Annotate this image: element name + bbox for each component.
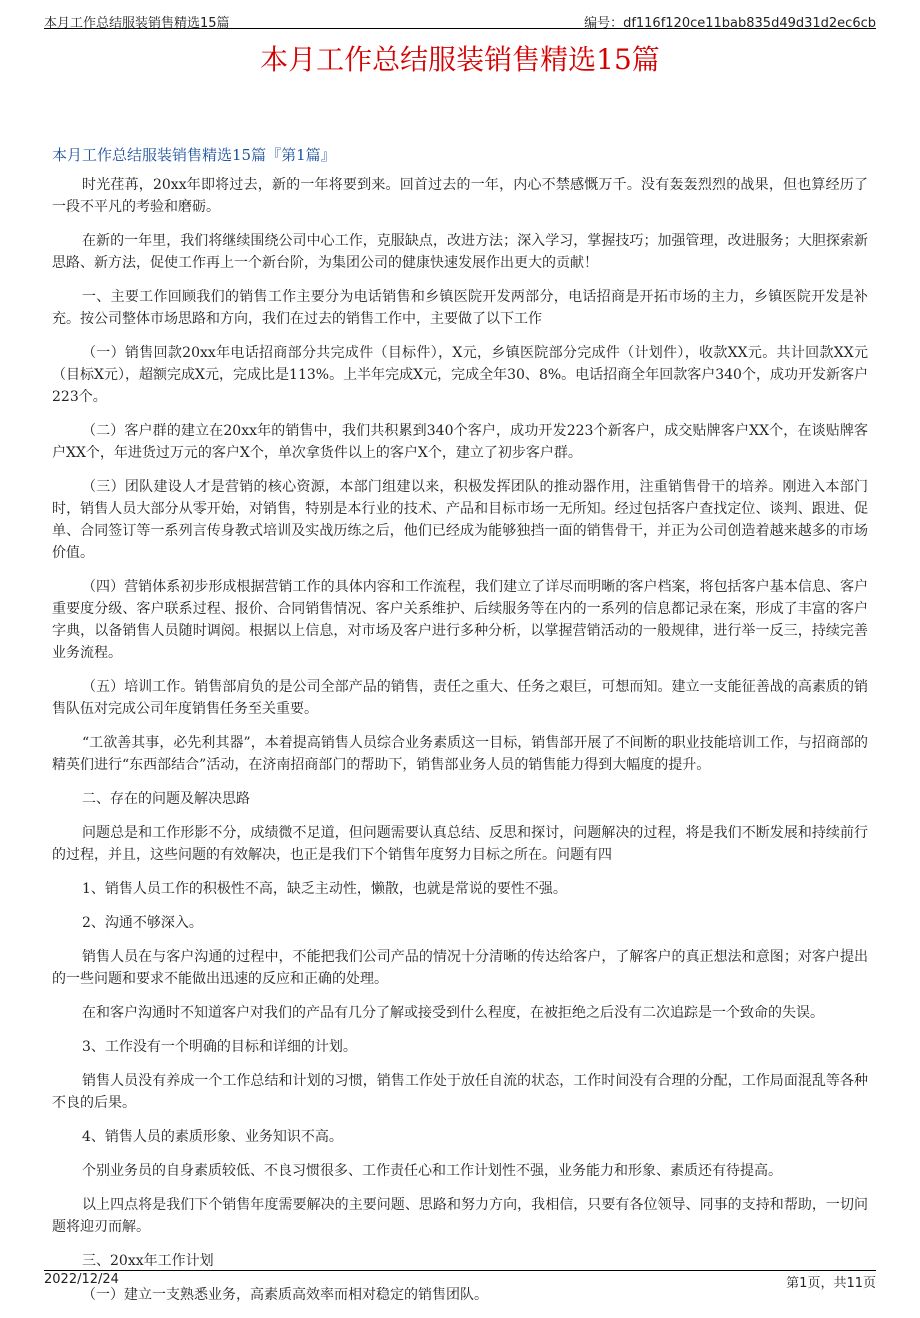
footer-page-number: 第1页，共11页 <box>786 1276 876 1291</box>
paragraph: 销售人员在与客户沟通的过程中，不能把我们公司产品的情况十分清晰的传达给客户，了解客户的真正想法和意图；对客户提出的一些问题和要求不能做出迅速的反应和正确的处理。 <box>52 949 868 987</box>
list-item: （一）建立一支熟悉业务，高素质高效率而相对稳定的销售团队。 <box>82 1287 488 1303</box>
page-footer <box>44 1270 876 1293</box>
page-header <box>44 0 876 29</box>
paragraph: （一）销售回款20xx年电话招商部分共完成件（目标件），X元，乡镇医院部分完成件（计划件），收款XX元。共计回款XX元（目标X元），超额完成X元，完成比是113%。上半年完成X元，完成全年30、8%。电话招商全年回款客户340个，成功开发新客户223个。 <box>52 345 868 405</box>
paragraph: 以上四点将是我们下个销售年度需要解决的主要问题、思路和努力方向，我相信，只要有各位领导、同事的支持和帮助，一切问题将迎刃而解。 <box>52 1197 868 1235</box>
paragraph: “工欲善其事，必先利其器”，本着提高销售人员综合业务素质这一目标，销售部开展了不间断的职业技能培训工作，与招商部的精英们进行“东西部结合”活动，在济南招商部门的帮助下，销售部业务人员的销售能力得到大幅度的提升。 <box>52 735 868 773</box>
list-item: 1、销售人员工作的积极性不高，缺乏主动性，懒散，也就是常说的要性不强。 <box>82 881 567 897</box>
list-item: 3、工作没有一个明确的目标和详细的计划。 <box>82 1039 357 1055</box>
paragraph: （四）营销体系初步形成根据营销工作的具体内容和工作流程，我们建立了详尽而明晰的客户档案，将包括客户基本信息、客户重要度分级、客户联系过程、报价、合同销售情况、客户关系维护、后续服务等在内的一系列的信息都记录在案，形成了丰富的客户字典，以备销售人员随时调阅。根据以上信息，对市场及客户进行多种分析，以掌握营销活动的一般规律，进行举一反三，持续完善业务流程。 <box>52 579 868 661</box>
paragraph: 问题总是和工作形影不分，成绩微不足道，但问题需要认真总结、反思和探讨，问题解决的过程，将是我们不断发展和持续前行的过程，并且，这些问题的有效解决，也正是我们下个销售年度努力目标之所在。问题有四 <box>52 825 868 863</box>
paragraph: 在新的一年里，我们将继续围绕公司中心工作，克服缺点，改进方法；深入学习，掌握技巧；加强管理，改进服务；大胆探索新思路、新方法，促使工作再上一个新台阶，为集团公司的健康快速发展作出更大的贡献！ <box>52 233 868 271</box>
document-body <box>52 174 868 1318</box>
footer-date: 2022/12/24 <box>44 1272 119 1287</box>
paragraph: 个别业务员的自身素质较低、不良习惯很多、工作责任心和工作计划性不强，业务能力和形象、素质还有待提高。 <box>82 1163 782 1179</box>
paragraph: 时光荏苒，20xx年即将过去，新的一年将要到来。回首过去的一年，内心不禁感慨万千。没有轰轰烈烈的战果，但也算经历了一段不平凡的考验和磨砺。 <box>52 177 868 215</box>
paragraph: 一、主要工作回顾我们的销售工作主要分为电话销售和乡镇医院开发两部分，电话招商是开拓市场的主力，乡镇医院开发是补充。按公司整体市场思路和方向，我们在过去的销售工作中，主要做了以下工作 <box>52 289 868 327</box>
paragraph: （二）客户群的建立在20xx年的销售中，我们共积累到340个客户，成功开发223个新客户，成交贴牌客户XX个，在谈贴牌客户XX个，年进货过万元的客户X个，单次拿货件以上的客户X个，建立了初步客户群。 <box>52 423 868 461</box>
header-doc-title: 本月工作总结服装销售精选15篇 <box>44 16 230 31</box>
paragraph: 在和客户沟通时不知道客户对我们的产品有几分了解或接受到什么程度，在被拒绝之后没有二次追踪是一个致命的失误。 <box>82 1005 824 1021</box>
paragraph: （五）培训工作。销售部肩负的是公司全部产品的销售，责任之重大、任务之艰巨，可想而知。建立一支能征善战的高素质的销售队伍对完成公司年度销售任务至关重要。 <box>52 679 868 717</box>
list-item: 4、销售人员的素质形象、业务知识不高。 <box>82 1129 343 1145</box>
section-heading: 三、20xx年工作计划 <box>82 1253 214 1269</box>
paragraph: 销售人员没有养成一个工作总结和计划的习惯，销售工作处于放任自流的状态，工作时间没有合理的分配，工作局面混乱等各种不良的后果。 <box>52 1073 868 1111</box>
document-title: 本月工作总结服装销售精选15篇 <box>260 43 660 76</box>
list-item: 2、沟通不够深入。 <box>82 915 203 931</box>
paragraph: （三）团队建设人才是营销的核心资源，本部门组建以来，积极发挥团队的推动器作用，注重销售骨干的培养。刚进入本部门时，销售人员大部分从零开始，对销售，特别是本行业的技术、产品和目标市场一无所知。经过包括客户查找定位、谈判、跟进、促单、合同签订等一系列言传身教式培训及实战历练之后，他们已经成为能够独挡一面的销售骨干，并正为公司创造着越来越多的市场价值。 <box>52 479 868 561</box>
header-doc-id: 编号：df116f120ce11bab835d49d31d2ec6cb <box>584 16 876 31</box>
section-heading: 二、存在的问题及解决思路 <box>82 791 250 807</box>
section-title: 本月工作总结服装销售精选15篇『第1篇』 <box>52 146 336 164</box>
